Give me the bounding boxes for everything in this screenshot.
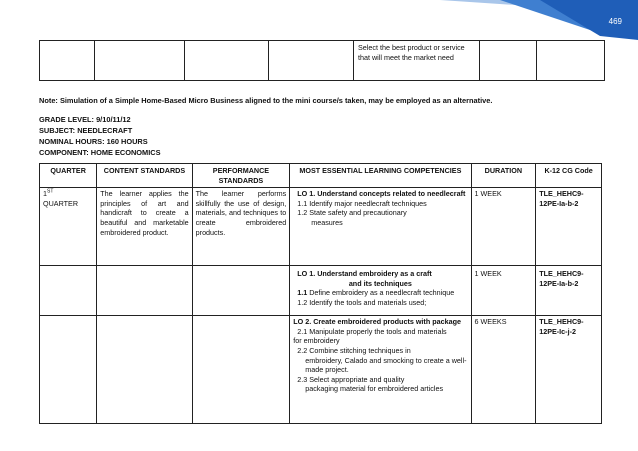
- empty-cell: [97, 316, 192, 424]
- header-duration: DURATION: [471, 164, 536, 188]
- page-number: 469: [608, 17, 622, 26]
- nominal-hours: NOMINAL HOURS: 160 HOURS: [39, 137, 148, 146]
- duration-cell: 1 WEEK: [471, 188, 536, 266]
- empty-cell: [537, 41, 605, 81]
- table-row: [40, 41, 605, 81]
- empty-cell: [192, 266, 290, 316]
- empty-cell: [97, 266, 192, 316]
- quarter-suffix: ST: [47, 188, 54, 195]
- empty-cell: [95, 41, 185, 81]
- competency-item-cont: measures: [311, 217, 343, 227]
- component: COMPONENT: HOME ECONOMICS: [39, 148, 161, 157]
- subject: SUBJECT: NEEDLECRAFT: [39, 126, 133, 135]
- lo-title-cont: and its techniques: [348, 278, 412, 288]
- header-content-standards: CONTENT STANDARDS: [97, 164, 192, 188]
- competency-cell: [290, 188, 471, 266]
- competency-item-cont: for embroidery: [293, 336, 340, 346]
- table-header-row: [40, 164, 602, 188]
- empty-cell: [480, 41, 537, 81]
- competency-item: 2.1 Manipulate properly the tools and materials: [297, 326, 447, 336]
- table-row: [40, 316, 602, 424]
- empty-cell: [269, 41, 354, 81]
- banner-dark-stripe: [540, 0, 638, 40]
- duration-cell: 6 WEEKS: [471, 316, 536, 424]
- lo-title: LO 2. Create embroidered products with package: [293, 317, 461, 327]
- competency-item-cont: packaging material for embroidered articles: [305, 384, 444, 394]
- empty-cell: [40, 41, 95, 81]
- header-competencies: MOST ESSENTIAL LEARNING COMPETENCIES: [290, 164, 471, 188]
- lo-title: LO 1. Understand concepts related to needlecraft: [297, 189, 466, 199]
- competency-item: 2.2 Combine stitching techniques in: [297, 345, 411, 355]
- item-number: 1.1: [297, 288, 308, 298]
- curriculum-table: [39, 163, 602, 424]
- competency-item: 1.2 Identify the tools and materials used;: [297, 297, 427, 307]
- continued-table: [39, 40, 605, 81]
- note-text: Note: Simulation of a Simple Home-Based Micro Business aligned to the mini course/s taken, may be employed as an alternative.: [39, 96, 493, 105]
- cg-code-cell: TLE_HEHC9-12PE-Ic-j-2: [536, 316, 602, 424]
- quarter-word: QUARTER: [43, 198, 79, 208]
- empty-cell: [40, 266, 97, 316]
- competency-item: 1.2 State safety and precautionary: [297, 208, 407, 218]
- header-cg-code: K-12 CG Code: [536, 164, 602, 188]
- competency-cell: [290, 266, 471, 316]
- competency-item: 2.3 Select appropriate and quality: [297, 374, 405, 384]
- cg-code-cell: TLE_HEHC9-12PE-Ia-b-2: [536, 266, 602, 316]
- competency-cell: [290, 316, 471, 424]
- competency-cell: Select the best product or service that will meet the market need: [354, 41, 480, 81]
- table-row: [40, 266, 602, 316]
- lo-title: LO 1. Understand embroidery as a craft: [297, 269, 432, 279]
- header-banner: [0, 0, 638, 40]
- competency-item-cont: embroidery, Calado and smocking to create a well-made project.: [305, 355, 467, 375]
- empty-cell: [192, 316, 290, 424]
- cg-code-cell: TLE_HEHC9-12PE-Ia-b-2: [536, 188, 602, 266]
- item-text: Define embroidery as a needlecraft technique: [309, 288, 455, 298]
- grade-level: GRADE LEVEL: 9/10/11/12: [39, 115, 131, 124]
- empty-cell: [40, 316, 97, 424]
- header-performance-standards: PERFORMANCE STANDARDS: [192, 164, 290, 188]
- competency-item: 1.1 Identify major needlecraft techniques: [297, 198, 427, 208]
- performance-standard-cell: The learner performs skillfully the use of design, materials, and techniques to create embroidered products.: [192, 188, 290, 266]
- quarter-cell: [40, 188, 97, 266]
- table-row: [40, 188, 602, 266]
- competency-item: [293, 288, 467, 298]
- quarter-number: 1: [43, 189, 47, 199]
- content-standard-cell: The learner applies the principles of art and handicraft to create a beautiful and marketable embroidered product.: [97, 188, 192, 266]
- header-quarter: QUARTER: [40, 164, 97, 188]
- empty-cell: [185, 41, 269, 81]
- duration-cell: 1 WEEK: [471, 266, 536, 316]
